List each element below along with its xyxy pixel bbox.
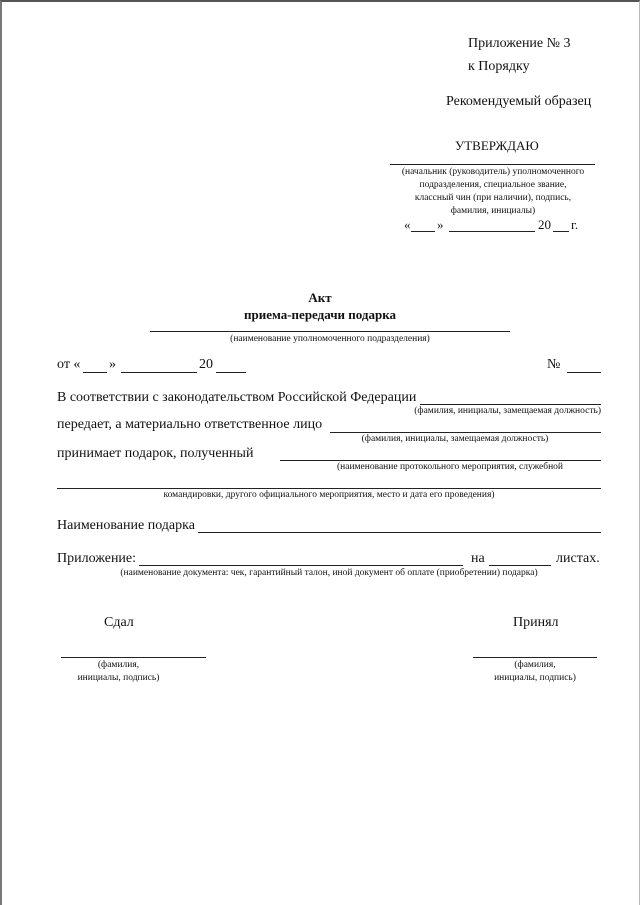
accepted-label: Принял [513,615,559,630]
act-date-close-quote: » [109,357,116,372]
handed-over-caption-1: (фамилия, [97,660,140,670]
transfers-text: передает, а материально ответственное лицо [57,417,323,432]
act-date-month-line [121,372,197,373]
approver-caption-3: классный чин (при наличии), подпись, [414,193,572,203]
person-1-caption: (фамилия, инициалы, замещаемая должность) [414,406,601,416]
attachment-label: Приложение: [57,551,137,566]
approve-date-year: 20 [538,217,551,232]
act-number-line [567,372,601,373]
handed-over-label: Сдал [104,615,134,630]
approver-caption-2: подразделения, специальное звание, [419,180,567,190]
approve-date-year-line [553,231,569,232]
act-date-year: 20 [199,357,213,372]
recommended-sample: Рекомендуемый образец [446,94,592,109]
person-1-line [420,404,601,405]
person-2-caption: (фамилия, инициалы, замещаемая должность) [361,434,549,444]
accepts-text: принимает подарок, полученный [57,446,254,461]
approve-date-close-quote: » [437,217,444,232]
attachment-caption: (наименование документа: чек, гарантийный талон, иной документ об оплате (приобретении) подарка) [120,568,538,578]
approve-date-open-quote: « [404,217,411,232]
act-number-sign: № [547,357,561,372]
approver-signature-line [390,164,595,165]
approver-caption-1: (начальник (руководитель) уполномоченного [401,167,585,177]
approve-date-suffix: г. [571,217,579,232]
event-line-1 [280,460,601,461]
accepted-caption-2: инициалы, подпись) [494,673,576,683]
event-caption-1: (наименование протокольного мероприятия, служебной [337,462,563,472]
subdivision-caption: (наименование уполномоченного подразделения) [230,334,430,344]
appendix-number: Приложение № 3 [468,36,571,51]
approve-heading: УТВЕРЖДАЮ [455,138,539,153]
attachment-on-label: на [471,551,485,566]
person-2-line [330,432,601,433]
act-title: Акт [308,290,332,305]
act-date-year-line [216,372,246,373]
approver-caption-4: фамилия, инициалы) [450,206,536,216]
attachment-sheets-line [489,565,551,566]
handed-over-caption-2: инициалы, подпись) [77,673,160,683]
accepted-caption-1: (фамилия, [514,660,556,670]
subdivision-line [150,331,510,332]
approve-date-day-line [411,231,435,232]
attachment-line [139,565,463,566]
act-date-day-line [83,372,107,373]
event-caption-2: командировки, другого официального мероприятия, место и дата его проведения) [163,490,495,500]
gift-name-line [198,532,601,533]
act-subtitle: приема-передачи подарка [243,307,396,322]
act-date-from: от « [57,357,81,372]
law-text: В соответствии с законодательством Российской Федерации [57,390,417,405]
event-line-2 [57,488,601,489]
approve-date-month-line [449,231,535,232]
gift-name-label: Наименование подарка [57,518,195,533]
handed-over-signature-line [61,657,206,658]
attachment-sheets-label: листах. [556,551,600,566]
to-procedure: к Порядку [468,59,530,74]
accepted-signature-line [473,657,597,658]
